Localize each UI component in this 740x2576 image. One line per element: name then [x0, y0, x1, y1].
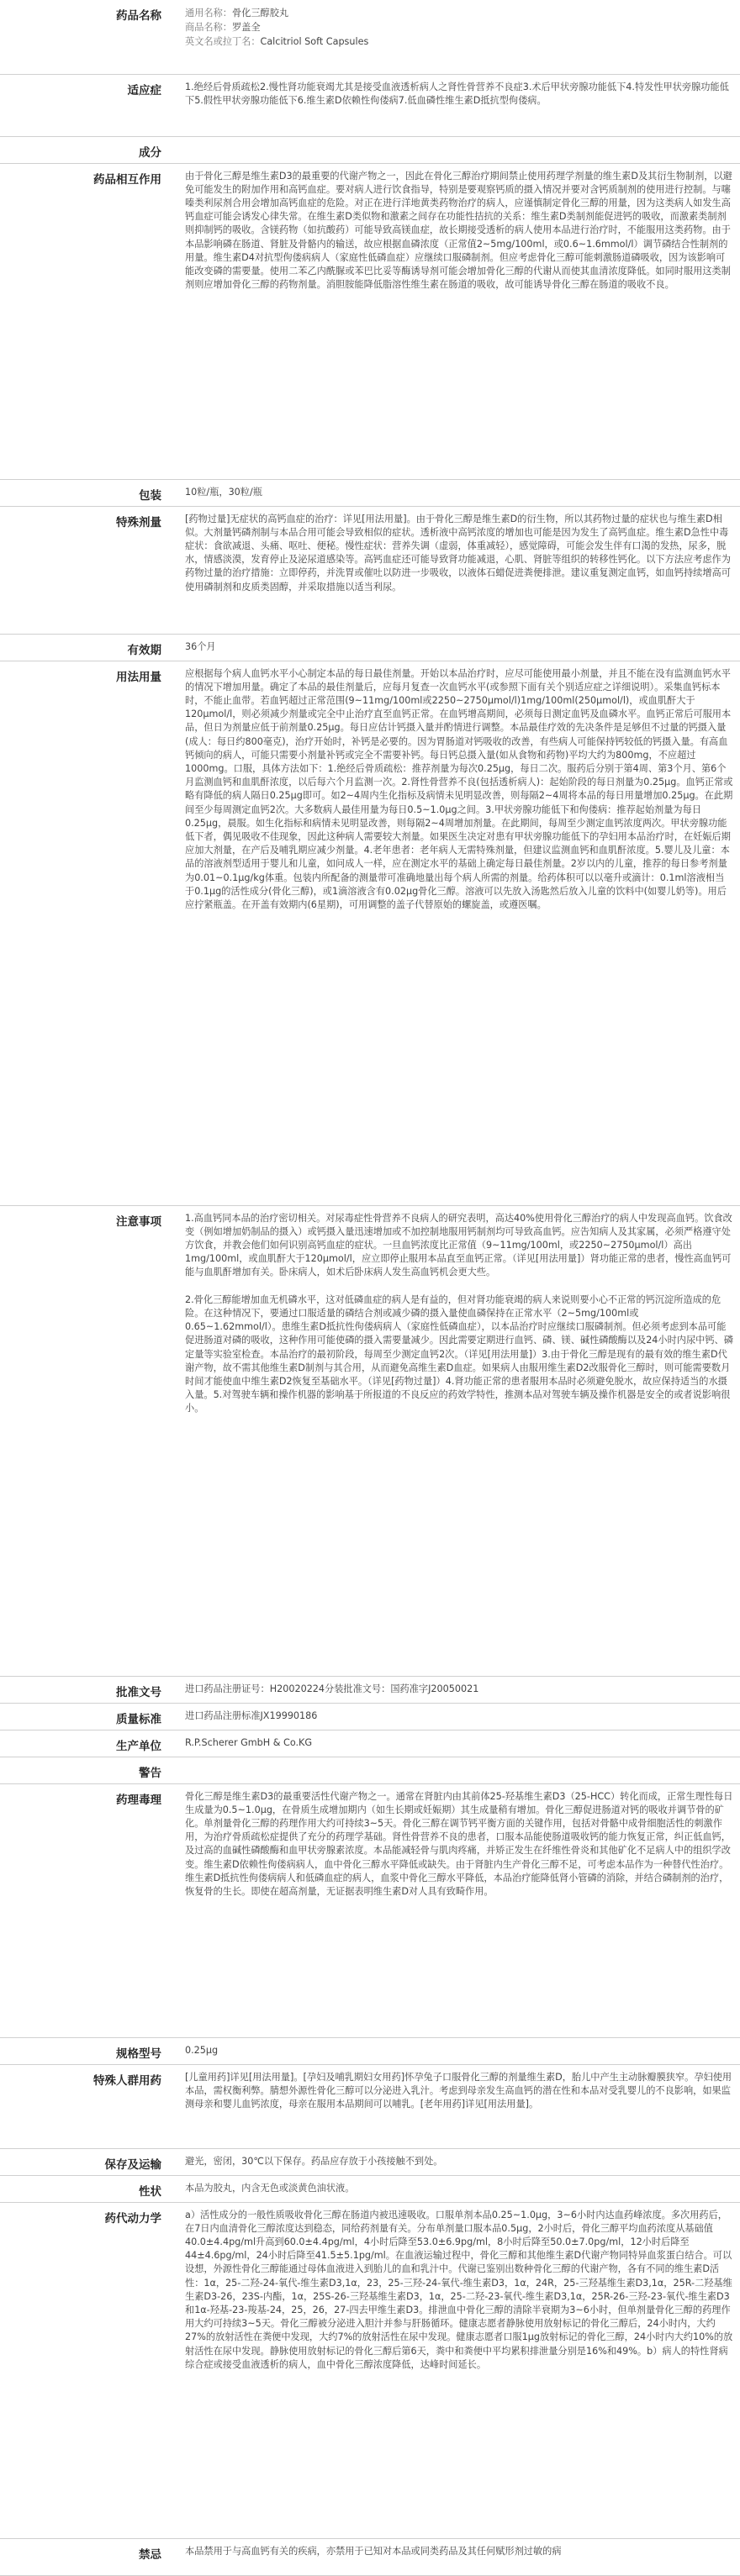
field-label: 批准文号: [0, 1676, 173, 1703]
field-value: [173, 163, 740, 479]
field-value: [173, 634, 740, 661]
field-value: [173, 2148, 740, 2175]
field-value: [173, 2175, 740, 2202]
field-value: [173, 506, 740, 634]
field-value: [173, 1205, 740, 1676]
field-text: [儿童用药]详见[用法用量]。[孕妇及哺乳期妇女用药]怀孕兔子口服骨化三醇的剂量维生素D，胎儿中产生主动脉瓣膜狭窄。孕妇使用本品，需权衡利弊。腈想外源性骨化三醇可以分泌进入乳汁。考虑到母亲发生高血钙的潜在性和本品对受乳婴儿的不良影响，如果监测母亲和婴儿血钙浓度，母亲在服用本品期间可以哺乳。[老年用药]详见[用法用量]。: [185, 2071, 732, 2110]
field-label: 用法用量: [0, 661, 173, 1205]
row-package: [0, 479, 740, 506]
row-warning: [0, 1757, 740, 1783]
field-text: 应根据每个病人血钙水平小心制定本品的每日最佳剂量。开始以本品治疗时，应尽可能使用最小剂量，并且不能在没有监测血钙水平的情况下增加用量。确定了本品的最佳剂量后，应每月复查一次血钙水平(或参照下面有关个别适应症之详细说明）。采集血钙标本时，不能止血带。若血钙超过正常范围(9~11mg/100ml或2250~2750μmol/l)1mg/100ml(250μmol/l)，或血肌酐大于120μmol/l，则必须减少剂量或完全中止治疗直至血钙正常。在血钙增高期间，必须每日测定血钙及血磷水平。血钙正常后可服用本品，但日为剂量应低于前剂量0.25μg。每日应估计钙摄入量并酌情进行调整。本品最佳疗效的先决条件是足够但不过量的钙摄入量(成人：每日约800毫克)，治疗开始时，补钙是必要的。因为胃肠道对钙吸收的改善，有些病人可能保持钙较低的钙摄入量。有高血钙倾向的病人，可能只需要小剂量补钙或完全不需要补钙。每日钙总摄入量(如从食物和药物)平均大约为800mg，不应超过1000mg。口服，具体方法如下：1.绝经后骨质疏松：推荐剂量为每次0.25μg，每日二次。服药后分别于第4周、第3个月、第6个月监测血钙和血肌酐浓度，以后每六个月监测一次。2.肾性骨营养不良(包括透析病人)：起始阶段的每日剂量为0.25μg。血钙正常或略有降低的病人隔日0.25μg即可。如2~4周内生化指标及病情未见明显改善，则每隔2~4周将本品的每日用量增加0.25μg。在此期间至少每周测定血钙2次。大多数病人最佳用量为每日0.5~1.0μg之间。3.甲状旁腺功能低下和佝偻病：推荐起始剂量为每日0.25μg，晨服。如生化指标和病情未见明显改善，则每隔2~4周增加剂量。在此期间，每周至少测定血钙浓度两次。甲状旁腺功能低下者，偶见吸收不佳现象，因此这种病人需要较大剂量。如果医生决定对患有甲状旁腺功能低下的孕妇用本品治疗时，在妊娠后期应加大剂量，在产后及哺乳期应减少剂量。4.老年患者：老年病人无需特殊剂量，但建议监测血钙和血肌酐浓度。5.婴儿及儿童：本品的溶液剂型适用于婴儿和儿童，如问成人一样，应在测定水平的基础上确定每日最佳剂量。2岁以内的儿童，推荐的每日参考剂量为0.01~0.1μg/kg体重。包装内所配备的测量带可准确地量出每个病人所需的剂量。给药体积可以以毫升或滴计：0.1ml溶液相当于0.1μg的活性成分(骨化三醇)，或1滴溶液含有0.02μg骨化三醇。溶液可以先放入汤匙然后放入儿童的饮料中(如婴儿奶等)。用后应拧紧瓶盖。在开盖有效期内(6星期)，可用调整的盖子代替原始的螺旋盖，或遵医嘱。: [185, 667, 733, 910]
field-value: [173, 1676, 740, 1703]
row-ingredients: [0, 136, 740, 163]
field-label: 药品名称: [0, 0, 173, 74]
name-line: [185, 20, 733, 34]
field-label: 禁忌: [0, 2538, 173, 2575]
row-interactions: [0, 163, 740, 479]
field-text: 进口药品注册标准JX19990186: [185, 1709, 318, 1721]
row-contraindications: [0, 2538, 740, 2575]
name-key: 商品名称：: [185, 22, 232, 33]
name-key: 英文名或拉丁名：: [185, 36, 261, 47]
row-storage: [0, 2148, 740, 2175]
row-precautions: [0, 1205, 740, 1676]
field-text: 避光，密闭，30℃以下保存。药品应存放于小孩接触不到处。: [185, 2155, 443, 2167]
field-value: [173, 136, 740, 163]
field-value: [173, 479, 740, 506]
field-label: 性状: [0, 2175, 173, 2202]
row-quality-standard: [0, 1703, 740, 1730]
field-label: 保存及运输: [0, 2148, 173, 2175]
field-value: [173, 2202, 740, 2538]
row-manufacturer: [0, 1730, 740, 1757]
field-label: 生产单位: [0, 1730, 173, 1757]
field-label: 适应症: [0, 74, 173, 136]
field-value: [173, 0, 740, 74]
row-special-populations: [0, 2064, 740, 2148]
field-text: 本品禁用于与高血钙有关的疾病，亦禁用于已知对本品或同类药品及其任何赋形剂过敏的病: [185, 2545, 562, 2557]
field-text: 本品为胶丸，内含无色或淡黄色油状液。: [185, 2182, 355, 2194]
field-value: [173, 2538, 740, 2575]
row-specification: [0, 2037, 740, 2064]
field-label: 药理毒理: [0, 1783, 173, 2037]
field-label: 规格型号: [0, 2037, 173, 2064]
row-validity: [0, 634, 740, 661]
row-name: [0, 0, 740, 74]
field-value: [173, 1783, 740, 2037]
field-label: 包装: [0, 479, 173, 506]
field-value: [173, 2037, 740, 2064]
row-special-dosage: [0, 506, 740, 634]
row-pharmacokinetics: [0, 2202, 740, 2538]
field-label: 特殊人群用药: [0, 2064, 173, 2148]
field-text: 由于骨化三醇是维生素D3的最重要的代谢产物之一，因此在骨化三醇治疗期间禁止使用药理学剂量的维生素D及其衍生物制剂，以避免可能发生的附加作用和高钙血症。要对病人进行饮食指导，特别是要观察钙质的摄入情况并要对含钙质制剂的使用进行控制。与噻嗪类利尿剂合用会增加高钙血症的危险。对正在进行洋地黄类药物治疗的病人，应谨慎制定骨化三醇的用量，因为这类病人如发生高钙血症可能会诱发心律失常。在维生素D类似物和激素之间存在功能性拮抗的关系：维生素D类制剂能促进钙的吸收，而激素类制剂则抑制钙的吸收。含镁药物（如抗酸药）可能导致高镁血症，故长期接受透析的病人使用本品进行治疗时，不能服用这类药物。由于本品影响磷在肠道、肾脏及骨骼内的输送，故应根据血磷浓度（正常值2~5mg/100ml，或0.6~1.6mmol/l）调节磷结合性制剂的用量。维生素D4对抗型佝偻病病人（家庭性低磷血症）应继续口服磷制剂。但应考虑骨化三醇可能刺激肠道磷吸收，因为该影响可能改变磷的需要量。使用二苯乙内酰脲或苯巴比妥等酶诱导剂可能会增加骨化三醇的代谢从而使其血清浓度降低。如同时服用这类制剂则应增加骨化三醇的药物剂量。消胆胺能降低脂溶性维生素在肠道的吸收，故可能诱导骨化三醇在肠道的吸收不良。: [185, 170, 732, 291]
field-label: 特殊剂量: [0, 506, 173, 634]
field-text: 进口药品注册证号：H20020224分装批准文号：国药准字J20050021: [185, 1683, 479, 1694]
field-label: 成分: [0, 136, 173, 163]
field-text: 10粒/瓶，30粒/瓶: [185, 486, 262, 498]
field-text: 1.高血钙同本品的治疗密切相关。对尿毒症性骨营养不良病人的研究表明，高达40%使用骨化三醇治疗的病人中发现高血钙。饮食改变（例如增加奶制品的摄入）或钙摄入量迅速增加或不加控制地服用钙制剂均可导致高血钙。应告知病人及其家属，必须严格遵守处方饮食，并教会他们如何识别高钙血症的症状。一旦血钙浓度比正常值（9~11mg/100ml，或2250~2750μmol/l）高出1mg/100ml，或血肌酐大于120μmol/l，应立即停止服用本品直至血钙正常。（详见[用法用量]）肾功能正常的患者，慢性高血钙可能与血肌酐增加有关。卧床病人，如术后卧床病人发生高血钙机会更大些。 2.骨化三醇能增加血无机磷水平，这对低磷血症的病人是有益的，但对肾功能衰竭的病人来说则要小心不正常的钙沉淀所造成的危险。在这种情况下，要通过口服适量的磷结合剂或减少磷的摄入量使血磷保持在正常水平（2~5mg/100ml或0.65~1.62mmol/l）。患维生素D抵抗性佝偻病病人（家庭性低磷血症），以本品治疗时应继续口服磷制剂。但必须考虑到本品可能促进肠道对磷的吸收，这种作用可能使磷的摄入需要量减少。因此需要定期进行血钙、磷、镁、碱性磷酸酶以及24小时内尿中钙、磷定量等实验室检查。本品治疗的最初阶段，每周至少测定血钙2次。（详见[用法用量]）3.由于骨化三醇是现有的最有效的维生素D代谢产物，故不需其他维生素D制剂与其合用，从而避免高维生素D血症。如果病人由服用维生素D2改服骨化三醇时，则可能需要数月时间才能使血中维生素D2恢复至基础水平。（详见[药物过量]）4.肾功能正常的患者服用本品时必须避免脱水，故应保持适当的水摄入量。5.对驾驶车辆和操作机器的影响基于所报道的不良反应的药效学特性，推测本品对驾驶车辆及操作机器是安全的或者说影响很小。: [185, 1212, 733, 1414]
field-value: [173, 1703, 740, 1730]
field-label: 质量标准: [0, 1703, 173, 1730]
field-value: [173, 661, 740, 1205]
row-approval-number: [0, 1676, 740, 1703]
field-value: [173, 74, 740, 136]
field-value: [173, 1757, 740, 1783]
row-usage-dosage: [0, 661, 740, 1205]
field-text: 36个月: [185, 640, 216, 652]
name-line: [185, 34, 733, 49]
field-label: 药代动力学: [0, 2202, 173, 2538]
field-text: 0.25μg: [185, 2044, 219, 2056]
row-pharmacology: [0, 1783, 740, 2037]
field-label: 有效期: [0, 634, 173, 661]
field-label: 注意事项: [0, 1205, 173, 1676]
field-text: a）活性成分的一般性质吸收骨化三醇在肠道内被迅速吸收。口服单剂本品0.25~1.0μg，3~6小时内达血药峰浓度。多次用药后，在7日内血清骨化三醇浓度达到稳态，同给药剂量有关。分布单剂量口服本品0.5μg，2小时后，骨化三醇平均血药浓度从基础值40.0±4.4pg/ml升高到60.0±4.4pg/ml，4小时后降至53.0±6.9pg/ml，8小时后降至50.0±7.0pg/ml，12小时后降至44±4.6pg/ml，24小时后降至41.5±5.1pg/ml。在血液运输过程中，骨化三醇和其他维生素D代谢产物同特异血浆蛋白结合。可以设想，外源性骨化三醇能通过母体血液进入到胎儿的血和乳汁中。代谢已鉴别出数种骨化三醇的代谢产物，各有不同的维生素D活性：1α，25-二羟-24-氧代-维生素D3,1α，23，25-三羟-24-氧代-维生素D3，1α，24R，25-三羟基维生素D3,1α，25R-二羟基维生素D3-26，23S-内酯，1α，25S-26-三羟基维生素D3，1α，25-二羟-23-氧代-维生素D3,1α，25R-26-三羟-23-氧代-维生素D3和1α-羟基-23-羧基-24，25，26，27-四去甲维生素D3。排泄血中骨化三醇的清除半衰期为3~6小时，但单剂量骨化三醇的药理作用大约可持续3~5天。骨化三醇被分泌进入胆汁并参与肝肠循环。健康志愿者静脉使用放射标记的骨化三醇后，24小时内，大约27%的放射活性在粪便中发现，大约7%的放射活性在尿中发现。健康志愿者口服1μg放射标记的骨化三醇，24小时内大约10%的放射活性在尿中发现。静脉使用放射标记的骨化三醇后第6天，粪中和粪便中平均累积排泄量分别是16%和49%。b）病人的特性肾病综合症或接受血液透析的病人，血中骨化三醇浓度降低，达峰时间延长。: [185, 2209, 733, 2370]
row-description: [0, 2175, 740, 2202]
name-value: Calcitriol Soft Capsules: [260, 36, 369, 47]
field-label: 警告: [0, 1757, 173, 1783]
name-value: 罗盖全: [231, 22, 261, 33]
field-value: [173, 2064, 740, 2148]
field-value: [173, 1730, 740, 1757]
field-text: 骨化三醇是维生素D3的最重要活性代谢产物之一。通常在肾脏内由其前体25-羟基维生素D3（25-HCC）转化而成，正常生理性每日生成量为0.5~1.0μg，在骨质生成增加期内（如生长期或妊娠期）其生成量稍有增加。骨化三醇促进肠道对钙的吸收并调节骨的矿化。单剂量骨化三醇的药理作用大约可持续3~5天。骨化三醇在调节钙平衡方面的关键作用，包括对骨骼中成骨细胞活性的刺激作用，为治疗骨质疏松症提供了充分的药理学基础。肾性骨营养不良的患者，口服本品能使肠道吸收钙的能力恢复正常，纠正低血钙，及过高的血碱性磷酸酶和血甲状旁腺素浓度。本品能减轻骨与肌肉疼痛，并矫正发生在纤维性骨炎和其他矿化不足病人中的组织学改变。维生素D依赖性佝偻病病人，血中骨化三醇水平降低或缺失。由于肾脏内生产骨化三醇不足，可考虑本品作为一种替代性治疗。维生素D抵抗性佝偻病病人和低磷血症的病人，血浆中骨化三醇水平降低，本品治疗能降低肾小管磷的消除，并结合磷制剂的治疗，恢复骨的生长。即使在超高剂量，无证据表明维生素D对人具有致畸作用。: [185, 1790, 733, 1897]
field-text: R.P.Scherer GmbH & Co.KG: [185, 1736, 313, 1748]
field-text: 1.绝经后骨质疏松2.慢性肾功能衰竭尤其是接受血液透析病人之肾性骨营养不良症3.术后甲状旁腺功能低下4.特发性甲状旁腺功能低下5.假性甲状旁腺功能低下6.维生素D依赖性佝偻病7.低血磷性维生素D抵抗型佝偻病。: [185, 81, 729, 106]
field-label: 药品相互作用: [0, 163, 173, 479]
field-text: [药物过量]无症状的高钙血症的治疗：详见[用法用量]。由于骨化三醇是维生素D的衍生物，所以其药物过量的症状也与维生素D相似。大剂量钙磷剂制与本品合用可能会导致相似的症状。透析液中高钙浓度的增加也可能是因为发生了高钙血症。维生素D急性中毒症状：食欲减退、头痛、呕吐、便秘。慢性症状：营养失调（虚弱，体重减轻），感觉障碍，可能会发生伴有口渴的发热，尿多，脱水，情感淡漠，发育停止及泌尿道感染等。高钙血症还可能导致肾功能减退，心肌、肾脏等组织的转移性钙化。以下方法应考虑作为药物过量的治疗措施：立即停药，并洗胃或催吐以防进一步吸收，以液体石蜡促进粪便排泄。建议重复测定血钙，如血钙持续增高可使用磷制剂和皮质类固醇，并采取措施以适当利尿。: [185, 513, 731, 593]
row-indications: [0, 74, 740, 136]
name-key: 通用名称：: [185, 8, 232, 18]
name-line: [185, 6, 733, 20]
name-value: 骨化三醇胶丸: [231, 8, 289, 18]
